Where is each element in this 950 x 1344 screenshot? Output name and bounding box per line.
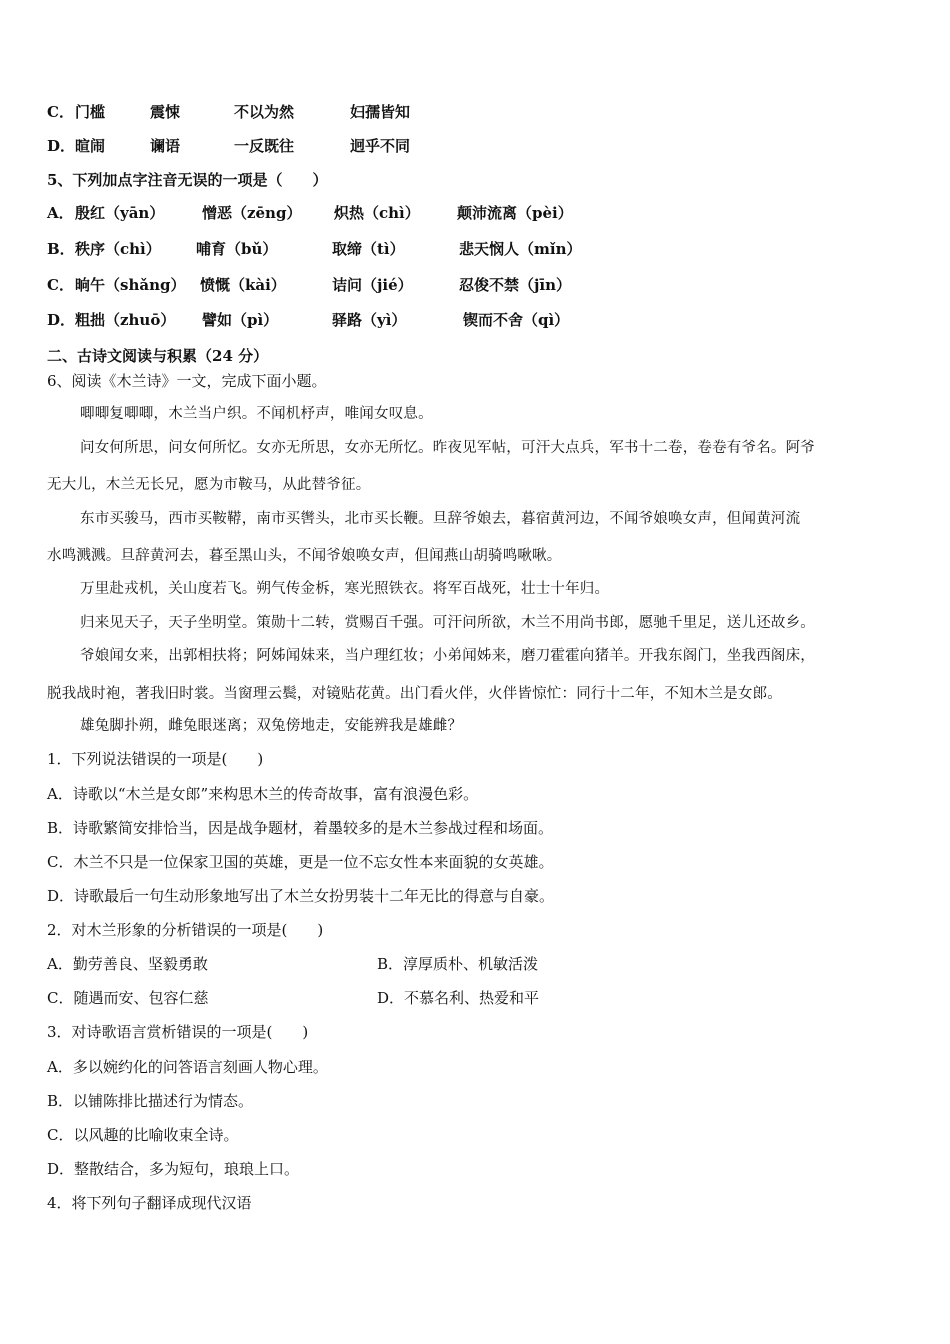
sq2-stem: 2．对木兰形象的分析错误的一项是( ) — [47, 921, 324, 939]
poem-paragraph-5: 归来见天子，天子坐明堂。策勋十二转，赏赐百千强。可汗问所欲，木兰不用尚书郎，愿驰千里足，送儿还故乡。 — [80, 615, 815, 631]
poem-paragraph-4: 万里赴戎机，关山度若飞。朔气传金柝，寒光照铁衣。将军百战死，壮士十年归。 — [80, 581, 610, 597]
sq3-option-a: A．多以婉约化的问答语言刻画人物心理。 — [47, 1058, 328, 1076]
q5-option-a — [47, 203, 573, 223]
sq2-option-d: D．不慕名利、热爱和平 — [377, 989, 540, 1007]
q4-option-c-item-1: 门槛 — [75, 103, 106, 121]
q5-option-b-item-4: 悲天悯人（mǐn） — [459, 240, 582, 258]
q5-stem: 5、下列加点字注音无误的一项是（ ） — [47, 171, 328, 189]
poem-paragraph-2-line-1: 问女何所思，问女何所忆。女亦无所思，女亦无所忆。昨夜见军帖，可汗大点兵，军书十二卷，卷卷有爷名。阿爷 — [80, 440, 815, 456]
sq3-option-d: D．整散结合，多为短句，琅琅上口。 — [47, 1160, 300, 1178]
sq1-option-a: A．诗歌以“木兰是女郎”来构思木兰的传奇故事，富有浪漫色彩。 — [47, 785, 479, 803]
q5-option-a-item-1: 殷红（yān） — [75, 204, 165, 222]
poem-paragraph-6-line-1: 爷娘闻女来，出郭相扶将；阿姊闻妹来，当户理红妆；小弟闻姊来，磨刀霍霍向猪羊。开我东阁门，坐我西阁床， — [80, 648, 815, 664]
q4-option-c-label: C． — [47, 103, 74, 121]
q5-option-b — [47, 239, 582, 259]
q4-option-c — [47, 102, 411, 122]
q5-option-c-label: C． — [47, 276, 74, 294]
q5-option-d-item-2: 譬如（pì） — [202, 311, 279, 329]
sq3-option-b: B．以铺陈排比描述行为情态。 — [47, 1092, 254, 1110]
q5-option-c — [47, 275, 572, 295]
q5-option-c-item-2: 愤慨（kài） — [200, 276, 286, 294]
sq1-option-c: C．木兰不只是一位保家卫国的英雄，更是一位不忘女性本来面貌的女英雄。 — [47, 853, 554, 871]
q4-option-d-item-2: 谰语 — [150, 137, 181, 155]
poem-paragraph-7: 雄兔脚扑朔，雌兔眼迷离；双兔傍地走，安能辨我是雄雌？ — [80, 718, 463, 734]
sq3-option-c: C．以风趣的比喻收束全诗。 — [47, 1126, 239, 1144]
q5-option-d-item-3: 驿路（yì） — [332, 311, 407, 329]
poem-paragraph-1: 唧唧复唧唧，木兰当户织。不闻机杼声，唯闻女叹息。 — [80, 406, 433, 422]
q5-option-b-item-2: 哺育（bǔ） — [196, 240, 278, 258]
poem-paragraph-2-line-2: 无大儿，木兰无长兄，愿为市鞍马，从此替爷征。 — [47, 477, 371, 493]
poem-paragraph-3-line-1: 东市买骏马，西市买鞍鞯，南市买辔头，北市买长鞭。旦辞爷娘去，暮宿黄河边，不闻爷娘唤女声，但闻黄河流 — [80, 511, 801, 527]
q5-option-d-item-4: 锲而不舍（qì） — [463, 311, 570, 329]
q5-option-a-item-3: 炽热（chì） — [334, 204, 420, 222]
q4-option-d-item-4: 迥乎不同 — [350, 137, 411, 155]
q5-option-b-item-1: 秩序（chì） — [75, 240, 161, 258]
sq1-option-b: B．诗歌繁简安排恰当，因是战争题材，着墨较多的是木兰参战过程和场面。 — [47, 819, 554, 837]
section-title: 二、古诗文阅读与积累（24 分） — [47, 347, 269, 365]
sq2-option-a: A．勤劳善良、坚毅勇敢 — [47, 955, 208, 973]
sq1-option-d: D．诗歌最后一句生动形象地写出了木兰女扮男装十二年无比的得意与自豪。 — [47, 887, 555, 905]
q5-option-c-item-1: 晌午（shǎng） — [75, 276, 186, 294]
q4-option-d-item-1: 暄闹 — [75, 137, 106, 155]
sq2-option-b: B．淳厚质朴、机敏活泼 — [377, 955, 539, 973]
sq3-stem: 3．对诗歌语言赏析错误的一项是( ) — [47, 1023, 309, 1041]
q4-option-c-item-4: 妇孺皆知 — [350, 103, 411, 121]
q4-option-c-item-2: 震悚 — [150, 103, 181, 121]
q4-option-d — [47, 136, 411, 156]
q5-option-c-item-4: 忍俊不禁（jīn） — [459, 276, 572, 294]
q4-option-d-label: D． — [47, 137, 76, 155]
q5-option-c-item-3: 诘问（jié） — [332, 276, 413, 294]
q5-option-a-item-2: 憎恶（zēng） — [202, 204, 302, 222]
q5-option-a-item-4: 颠沛流离（pèi） — [457, 204, 573, 222]
q5-option-b-label: B． — [47, 240, 75, 258]
q5-option-d-item-1: 粗拙（zhuō） — [75, 311, 176, 329]
q5-option-a-label: A． — [47, 204, 74, 222]
q5-option-d-label: D． — [47, 311, 76, 329]
sq2-option-c: C．随遇而安、包容仁慈 — [47, 989, 209, 1007]
q6-stem: 6、阅读《木兰诗》一文，完成下面小题。 — [47, 372, 327, 390]
q4-option-c-item-3: 不以为然 — [234, 103, 295, 121]
q5-option-b-item-3: 取缔（tì） — [332, 240, 405, 258]
poem-paragraph-3-line-2: 水鸣溅溅。旦辞黄河去，暮至黑山头，不闻爷娘唤女声，但闻燕山胡骑鸣啾啾。 — [47, 548, 562, 564]
poem-paragraph-6-line-2: 脱我战时袍，著我旧时裳。当窗理云鬓，对镜贴花黄。出门看火伴，火伴皆惊忙：同行十二年，不知木兰是女郎。 — [47, 686, 782, 702]
sq1-stem: 1．下列说法错误的一项是( ) — [47, 750, 264, 768]
q4-option-d-item-3: 一反既往 — [234, 137, 295, 155]
q5-option-d — [47, 310, 570, 330]
sq4-stem: 4．将下列句子翻译成现代汉语 — [47, 1194, 252, 1212]
